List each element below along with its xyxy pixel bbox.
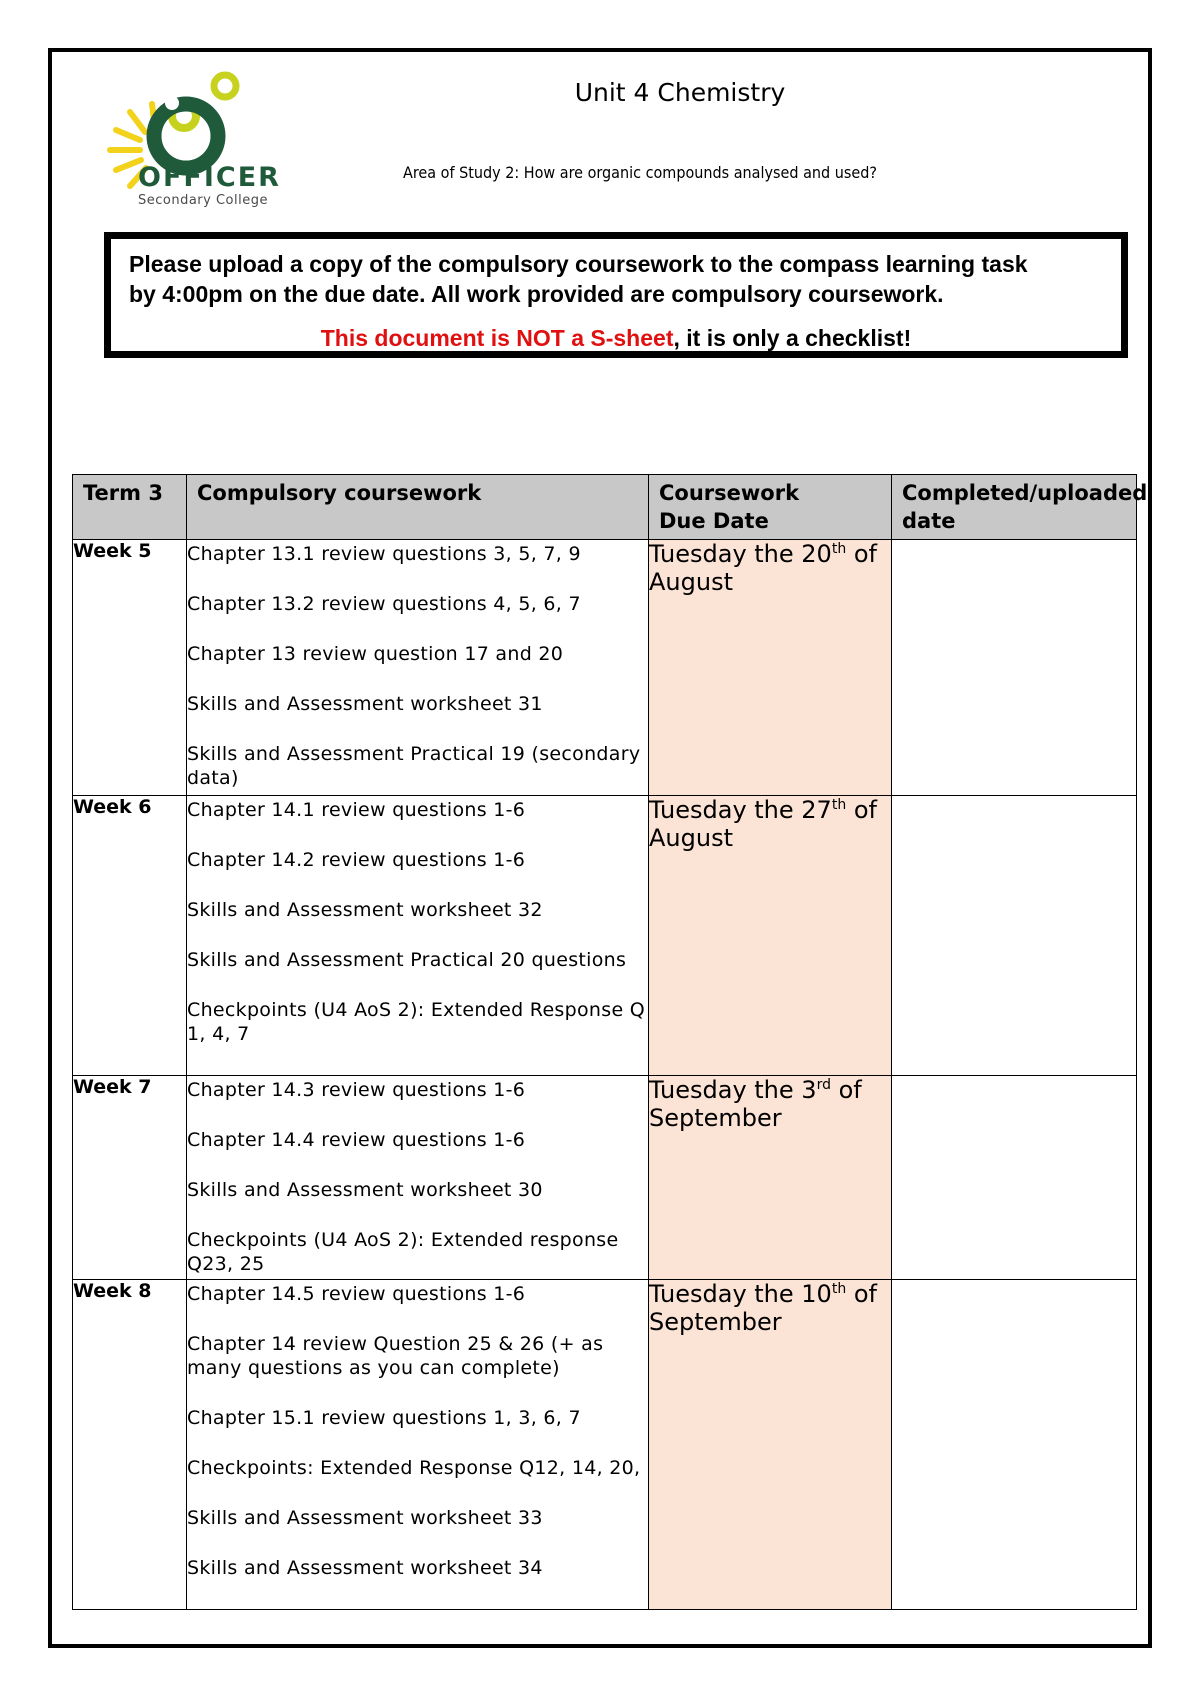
coursework-item: Chapter 14 review Question 25 & 26 (+ as many questions as you can complete) [187,1333,604,1379]
completed-date-cell[interactable] [892,1076,1137,1280]
coursework-item: Chapter 13.2 review questions 4, 5, 6, 7 [187,593,581,615]
coursework-item: Skills and Assessment worksheet 33 [187,1507,543,1529]
notice-warning: This document is NOT a S-sheet [320,325,674,351]
coursework-item: Skills and Assessment worksheet 34 [187,1557,543,1579]
coursework-item: Chapter 13 review question 17 and 20 [187,643,564,665]
header-due-date: Coursework Due Date [649,475,892,540]
due-date: Tuesday the 3rd of September [649,1076,892,1280]
notice-line-3 [129,323,1103,353]
header-coursework: Compulsory coursework [187,475,649,540]
coursework-item: Chapter 14.1 review questions 1-6 [187,799,526,821]
coursework-item: Skills and Assessment worksheet 31 [187,693,543,715]
due-date: Tuesday the 10th of September [649,1280,892,1610]
coursework-list [187,1076,649,1280]
completed-date-cell[interactable] [892,796,1137,1076]
table-row [73,1076,1137,1280]
coursework-item: Chapter 14.2 review questions 1-6 [187,849,526,871]
notice-box [104,232,1128,358]
logo-name: OFFICER [138,162,281,193]
notice-line-1: Please upload a copy of the compulsory coursework to the compass learning task [129,251,1028,277]
due-date: Tuesday the 27th of August [649,796,892,1076]
coursework-item: Skills and Assessment Practical 20 questions [187,949,627,971]
coursework-item: Skills and Assessment worksheet 30 [187,1179,543,1201]
completed-date-cell[interactable] [892,540,1137,796]
coursework-list [187,1280,649,1610]
logo-subtitle: Secondary College [138,193,268,208]
completed-date-cell[interactable] [892,1280,1137,1610]
page-subtitle: Area of Study 2: How are organic compounds analysed and used? [402,163,878,182]
table-row [73,796,1137,1076]
table-header-row [73,475,1137,540]
week-label: Week 7 [73,1076,187,1280]
notice-line-3-rest: , it is only a checklist! [673,325,912,351]
coursework-item: Chapter 14.3 review questions 1-6 [187,1079,526,1101]
table-row [73,1280,1137,1610]
week-label: Week 5 [73,540,187,796]
coursework-item: Chapter 14.5 review questions 1-6 [187,1283,526,1305]
week-label: Week 8 [73,1280,187,1610]
week-label: Week 6 [73,796,187,1076]
coursework-list [187,540,649,796]
header-completed: Completed/uploaded date [892,475,1137,540]
coursework-item: Chapter 14.4 review questions 1-6 [187,1129,526,1151]
table-row [73,540,1137,796]
coursework-item: Skills and Assessment worksheet 32 [187,899,543,921]
header-term: Term 3 [73,475,187,540]
page-title: Unit 4 Chemistry [574,78,786,107]
coursework-item: Chapter 13.1 review questions 3, 5, 7, 9 [187,543,581,565]
notice-line-2: by 4:00pm on the due date. All work provided are compulsory coursework. [129,281,944,307]
coursework-item: Checkpoints: Extended Response Q12, 14, 20, [187,1457,641,1479]
coursework-item: Skills and Assessment Practical 19 (secondary data) [187,743,641,789]
main-ring-icon [154,104,218,168]
coursework-item: Checkpoints (U4 AoS 2): Extended response Q23, 25 [187,1229,619,1275]
coursework-table [72,474,1148,1610]
coursework-item: Chapter 15.1 review questions 1, 3, 6, 7 [187,1407,581,1429]
due-date: Tuesday the 20th of August [649,540,892,796]
coursework-item: Checkpoints (U4 AoS 2): Extended Response Q 1, 4, 7 [187,999,646,1045]
coursework-list [187,796,649,1076]
